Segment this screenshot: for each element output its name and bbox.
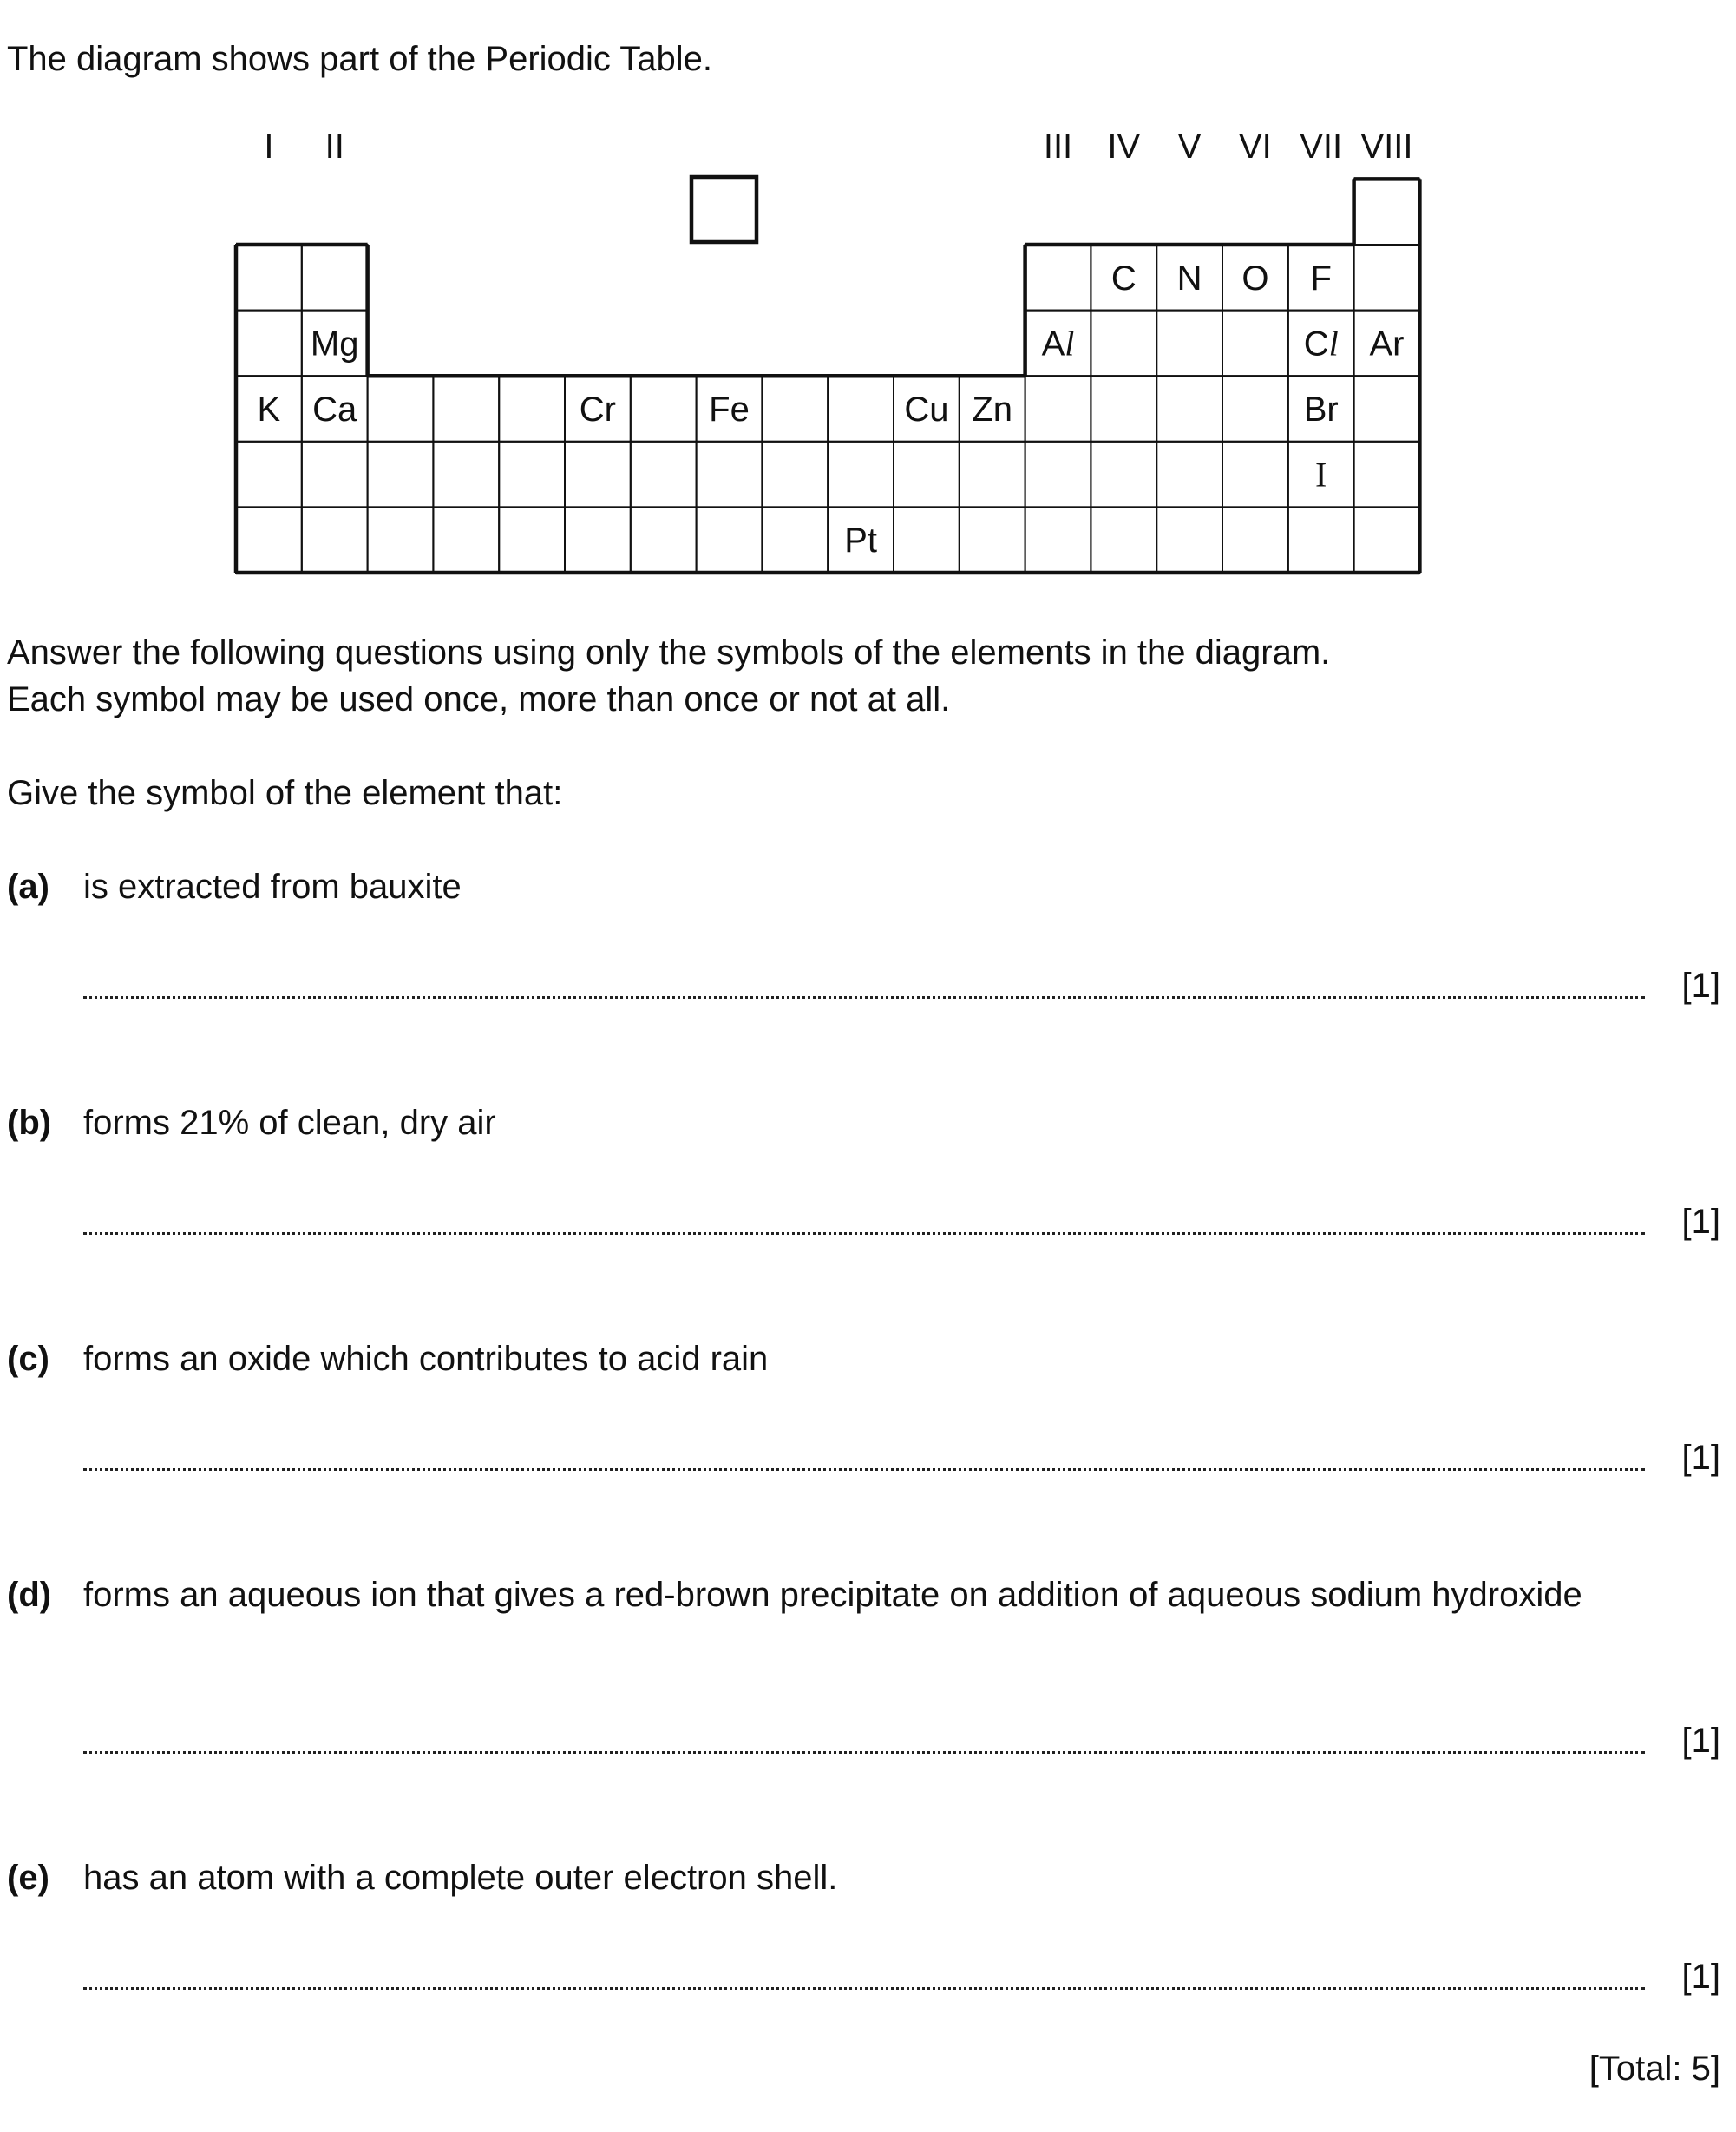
table-cell [1091, 442, 1156, 508]
answer-line[interactable] [83, 1232, 1645, 1235]
table-cell [1025, 245, 1091, 311]
question-text: is extracted from bauxite [83, 868, 462, 906]
answer-line[interactable] [83, 1751, 1645, 1754]
group-label: IV [1107, 128, 1141, 166]
table-cell [302, 245, 368, 311]
group-label: VI [1239, 128, 1272, 166]
table-cell [960, 507, 1025, 573]
question-label: (b) [7, 1104, 52, 1142]
question-label: (d) [7, 1576, 52, 1614]
instructions-line-1: Answer the following questions using only the symbols of the elements in the diagram. [7, 633, 1331, 672]
element-symbol: I [1315, 455, 1327, 495]
table-cell [1288, 507, 1354, 573]
table-cell [1025, 376, 1091, 442]
element-symbol: O [1241, 259, 1269, 298]
question-text: has an atom with a complete outer electron shell. [83, 1859, 838, 1897]
element-symbol: Fe [709, 390, 750, 429]
question-text: forms 21% of clean, dry air [83, 1104, 496, 1142]
table-cell [762, 376, 828, 442]
table-cell [1156, 311, 1222, 377]
table-cell [1091, 507, 1156, 573]
question-text: forms an oxide which contributes to acid rain [83, 1340, 769, 1378]
element-symbol: F [1310, 259, 1332, 298]
table-cell [236, 507, 302, 573]
table-cell [368, 376, 434, 442]
group-label: III [1043, 128, 1073, 166]
table-cell [1156, 507, 1222, 573]
table-cell [1354, 442, 1420, 508]
table-cell [631, 376, 697, 442]
group-label: VIII [1360, 128, 1413, 166]
question-label: (e) [7, 1859, 49, 1897]
table-cell [631, 507, 697, 573]
group-label: I [264, 128, 274, 166]
answer-line[interactable] [83, 1987, 1645, 1990]
question-text: forms an aqueous ion that gives a red-brown precipitate on addition of aqueous sodium hydroxide [83, 1576, 1582, 1614]
table-cell [762, 442, 828, 508]
element-symbol: Pt [844, 522, 877, 561]
table-cell [1354, 179, 1420, 245]
group-label: VII [1300, 128, 1343, 166]
prompt-text: Give the symbol of the element that: [7, 774, 563, 812]
element-symbol: C [1110, 259, 1137, 298]
answer-line[interactable] [83, 1468, 1645, 1471]
table-cell [697, 507, 763, 573]
table-cell [1354, 376, 1420, 442]
table-cell [302, 507, 368, 573]
element-symbol: Ca [312, 390, 357, 429]
group-label: V [1177, 128, 1202, 166]
table-cell [236, 442, 302, 508]
empty-box [691, 177, 757, 242]
element-symbol: Mg [310, 325, 359, 364]
table-cell [762, 507, 828, 573]
element-symbol: Ar [1369, 325, 1405, 364]
table-cell [1354, 507, 1420, 573]
table-cell [1354, 245, 1420, 311]
element-symbol: Cl [1303, 324, 1339, 364]
periodic-table-diagram [0, 0, 1736, 607]
total-marks: [Total: 5] [1589, 2050, 1720, 2088]
element-symbol: K [257, 390, 281, 429]
instructions-line-2: Each symbol may be used once, more than once or not at all. [7, 680, 951, 718]
group-label: II [324, 128, 344, 166]
element-symbol: Cu [904, 390, 949, 429]
mark-allocation: [1] [1681, 967, 1720, 1005]
table-cell [1091, 376, 1156, 442]
table-cell [1156, 442, 1222, 508]
table-cell [565, 442, 631, 508]
table-cell [697, 442, 763, 508]
table-cell [433, 442, 499, 508]
question-label: (a) [7, 868, 49, 906]
table-cell [1156, 376, 1222, 442]
mark-allocation: [1] [1681, 1958, 1720, 1996]
table-cell [1222, 376, 1288, 442]
table-cell [1222, 442, 1288, 508]
table-cell [236, 245, 302, 311]
table-cell [1222, 507, 1288, 573]
table-cell [499, 442, 565, 508]
table-cell [368, 442, 434, 508]
mark-allocation: [1] [1681, 1722, 1720, 1760]
mark-allocation: [1] [1681, 1439, 1720, 1477]
table-cell [236, 311, 302, 377]
table-cell [368, 507, 434, 573]
element-symbol: Cr [579, 390, 617, 429]
element-symbol: N [1176, 259, 1202, 298]
table-cell [828, 442, 894, 508]
table-cell [631, 442, 697, 508]
table-cell [302, 442, 368, 508]
element-symbol: Al [1041, 324, 1075, 364]
table-cell [894, 442, 960, 508]
table-cell [499, 376, 565, 442]
table-cell [433, 507, 499, 573]
element-symbol: Zn [972, 390, 1013, 429]
table-cell [960, 442, 1025, 508]
table-cell [894, 507, 960, 573]
answer-line[interactable] [83, 996, 1645, 999]
table-cell [433, 376, 499, 442]
element-symbol: Br [1303, 390, 1339, 429]
mark-allocation: [1] [1681, 1203, 1720, 1241]
table-cell [1025, 442, 1091, 508]
table-cell [1025, 507, 1091, 573]
intro-text: The diagram shows part of the Periodic Table. [7, 40, 713, 78]
table-cell [499, 507, 565, 573]
table-cell [828, 376, 894, 442]
question-label: (c) [7, 1340, 49, 1378]
table-cell [565, 507, 631, 573]
table-cell [1091, 311, 1156, 377]
table-cell [1222, 311, 1288, 377]
